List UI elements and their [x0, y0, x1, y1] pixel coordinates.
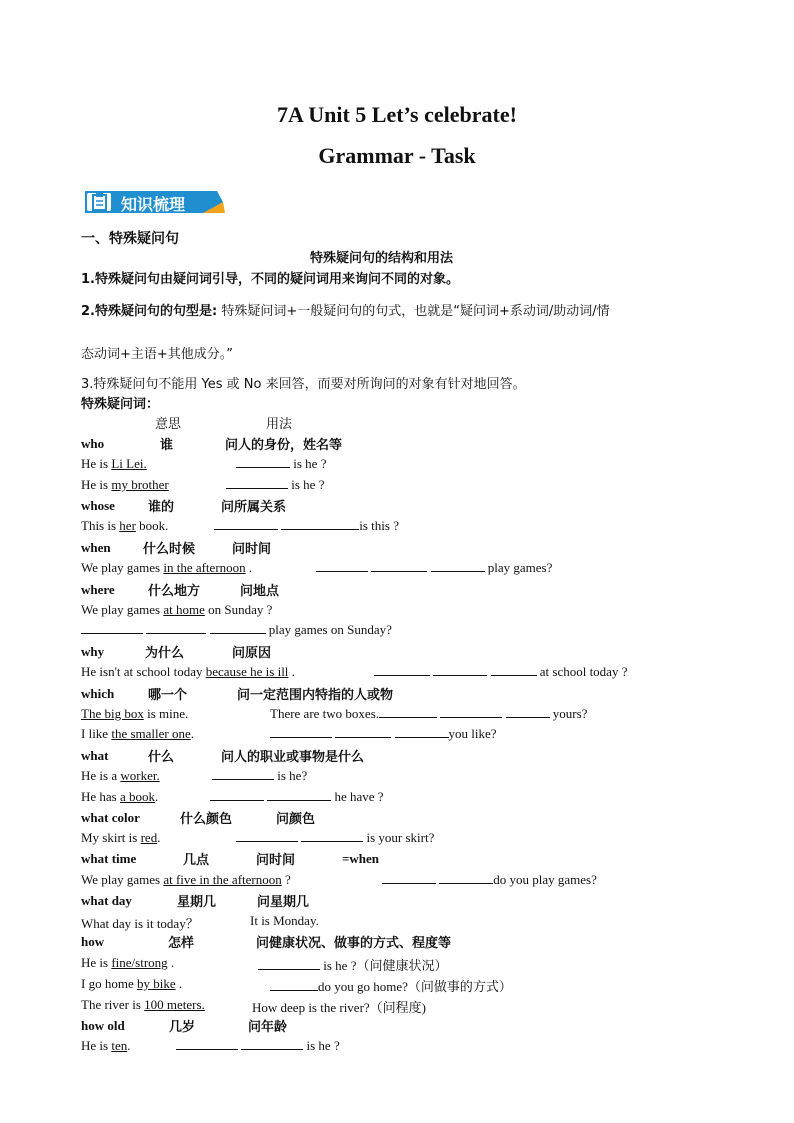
paragraph-3: 3.特殊疑问句不能用 Yes 或 No 来回答，而要对所询问的对象有针对地回答。 — [81, 377, 526, 392]
center-heading: 特殊疑问句的结构和用法 — [310, 251, 454, 266]
meaning-what: 什么 — [148, 750, 175, 765]
answer-how-3: How deep is the river?（问程度) — [252, 1000, 427, 1015]
word-how-old: how old — [81, 1018, 125, 1033]
meaning-when: 什么时候 — [143, 542, 196, 557]
what-time-equals: =when — [342, 851, 380, 866]
meaning-why: 为什么 — [145, 646, 185, 661]
meaning-what-day: 星期几 — [177, 895, 217, 910]
usage-which: 问一定范围内特指的人或物 — [237, 688, 394, 703]
example-where-1: We play games at home on Sunday ? — [81, 602, 273, 617]
paragraph-2-lead: 2.特殊疑问句的句型是: — [81, 304, 218, 319]
answer-what-time-1: do you play games? — [382, 872, 597, 888]
example-how-2: I go home by bike . — [81, 976, 183, 991]
example-what-color-1: My skirt is red. — [81, 830, 161, 845]
example-which-2: I like the smaller one. — [81, 726, 194, 741]
example-what-day-1: What day is it today？ — [81, 916, 199, 931]
meaning-which: 哪一个 — [148, 688, 188, 703]
meaning-what-time: 几点 — [183, 853, 210, 868]
answer-whose-1: is this ? — [214, 518, 399, 534]
usage-when: 问时间 — [232, 542, 272, 557]
answer-where-1: play games on Sunday? — [81, 622, 392, 638]
word-which: which — [81, 686, 115, 701]
example-whose-1: This is her book. — [81, 518, 169, 533]
col-meaning: 意思 — [155, 417, 182, 432]
usage-how: 问健康状况、做事的方式、程度等 — [256, 936, 452, 951]
answer-which-1: There are two boxes. yours? — [270, 706, 588, 721]
answer-what-day-1: It is Monday. — [250, 913, 319, 928]
usage-what-day: 问星期几 — [257, 895, 310, 910]
meaning-who: 谁 — [160, 438, 174, 453]
section-heading: 一、特殊疑问句 — [81, 231, 179, 247]
usage-what-time: 问时间 — [256, 853, 296, 868]
document-subtitle: Grammar - Task — [318, 143, 476, 168]
col-usage: 用法 — [266, 417, 293, 432]
answer-how-old-1: is he ? — [176, 1038, 340, 1054]
words-label: 特殊疑问词： — [81, 397, 160, 412]
meaning-how: 怎样 — [168, 936, 195, 951]
answer-how-2: do you go home?（问做事的方式） — [270, 976, 512, 995]
answer-which-2: you like? — [270, 726, 497, 742]
word-who: who — [81, 436, 105, 451]
answer-what-1: is he? — [212, 768, 307, 784]
usage-how-old: 问年龄 — [248, 1020, 288, 1035]
example-why-1: He isn't at school today because he is ill . — [81, 664, 295, 679]
example-which-1: The big box is mine. — [81, 706, 189, 721]
banner-label: 知识梳理 — [121, 195, 186, 214]
example-how-1: He is fine/strong . — [81, 955, 175, 970]
example-what-2: He has a book. — [81, 789, 159, 804]
example-what-1: He is a worker. — [81, 768, 160, 783]
usage-what-color: 问颜色 — [276, 812, 316, 827]
paragraph-2-body: 特殊疑问词+一般疑问句的句式，也就是“疑问词+系动词/助动词/情 — [217, 304, 610, 319]
meaning-where: 什么地方 — [148, 584, 201, 599]
usage-why: 问原因 — [232, 646, 272, 661]
word-what: what — [81, 748, 109, 763]
answer-who-2: is he ? — [226, 477, 324, 493]
word-how: how — [81, 934, 105, 949]
example-who-2: He is my brother — [81, 477, 169, 492]
example-how-old-1: He is ten. — [81, 1038, 131, 1053]
answer-who-1: is he ? — [236, 456, 326, 472]
word-why: why — [81, 644, 105, 659]
meaning-how-old: 几岁 — [169, 1020, 196, 1035]
knowledge-banner — [83, 189, 225, 215]
word-when: when — [81, 540, 111, 555]
answer-why-1: at school today ? — [374, 664, 627, 680]
usage-what: 问人的职业或事物是什么 — [221, 750, 365, 765]
answer-how-1: is he ?（问健康状况） — [258, 955, 447, 974]
word-what-time: what time — [81, 851, 137, 866]
usage-whose: 问所属关系 — [221, 500, 287, 515]
paragraph-2-cont: 态动词+主语+其他成分。” — [81, 347, 234, 362]
document-title: 7A Unit 5 Let’s celebrate! — [277, 102, 517, 127]
answer-what-2: he have ? — [210, 789, 384, 805]
usage-who: 问人的身份，姓名等 — [225, 438, 343, 453]
example-when-1: We play games in the afternoon . — [81, 560, 253, 575]
example-what-time-1: We play games at five in the afternoon ? — [81, 872, 291, 887]
meaning-what-color: 什么颜色 — [180, 812, 233, 827]
word-what-color: what color — [81, 810, 140, 825]
paragraph-1: 1.特殊疑问句由疑问词引导，不同的疑问词用来询问不同的对象。 — [81, 272, 459, 287]
word-what-day: what day — [81, 893, 132, 908]
answer-when-1: play games? — [316, 560, 552, 576]
paragraph-2 — [81, 300, 610, 319]
usage-where: 问地点 — [240, 584, 280, 599]
example-who-1: He is Li Lei. — [81, 456, 147, 471]
example-how-3: The river is 100 meters. — [81, 997, 205, 1012]
answer-what-color-1: is your skirt? — [236, 830, 434, 846]
meaning-whose: 谁的 — [148, 500, 175, 515]
word-where: where — [81, 582, 115, 597]
word-whose: whose — [81, 498, 115, 513]
